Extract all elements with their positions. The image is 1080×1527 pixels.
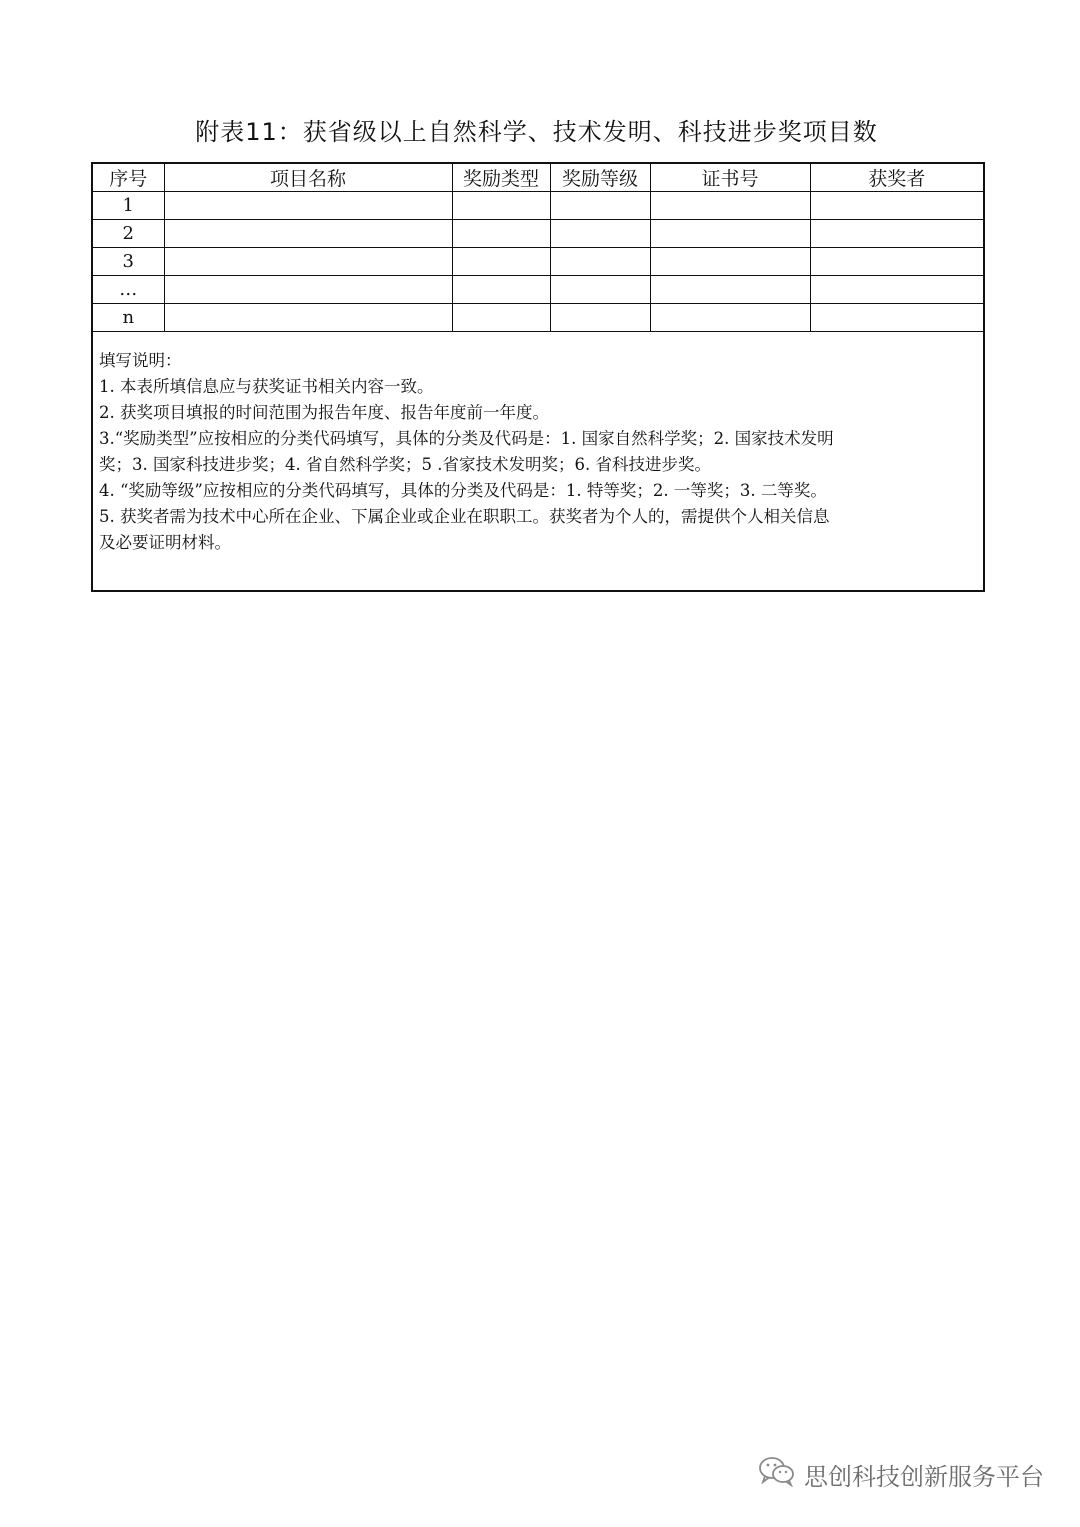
cell-certificate-no bbox=[650, 304, 810, 332]
notes-line: 5. 获奖者需为技术中心所在企业、下属企业或企业在职职工。获奖者为个人的，需提供个人相关信息 bbox=[99, 507, 830, 526]
cell-project-name bbox=[164, 248, 452, 276]
cell-award-type bbox=[452, 192, 550, 220]
header-project-name: 项目名称 bbox=[164, 163, 452, 192]
row-index: 1 bbox=[92, 192, 164, 220]
cell-award-type bbox=[452, 276, 550, 304]
row-index: 3 bbox=[92, 248, 164, 276]
cell-project-name bbox=[164, 276, 452, 304]
cell-winner bbox=[810, 304, 984, 332]
cell-winner bbox=[810, 220, 984, 248]
header-award-type: 奖励类型 bbox=[452, 163, 550, 192]
row-index: n bbox=[92, 304, 164, 332]
notes-line: 及必要证明材料。 bbox=[99, 533, 231, 552]
header-certificate-no: 证书号 bbox=[650, 163, 810, 192]
table-header-row bbox=[92, 163, 984, 192]
notes-row bbox=[92, 332, 984, 592]
table-row bbox=[92, 276, 984, 304]
table-row bbox=[92, 304, 984, 332]
header-award-level: 奖励等级 bbox=[550, 163, 650, 192]
wechat-icon bbox=[758, 1455, 796, 1493]
cell-certificate-no bbox=[650, 248, 810, 276]
cell-certificate-no bbox=[650, 220, 810, 248]
notes-line: 1. 本表所填信息应与获奖证书相关内容一致。 bbox=[99, 377, 434, 396]
header-winner: 获奖者 bbox=[810, 163, 984, 192]
table-row bbox=[92, 248, 984, 276]
header-index: 序号 bbox=[92, 163, 164, 192]
cell-project-name bbox=[164, 304, 452, 332]
page-title: 附表11：获省级以上自然科学、技术发明、科技进步奖项目数 bbox=[195, 118, 878, 146]
filling-instructions bbox=[92, 332, 984, 592]
watermark bbox=[758, 1454, 1044, 1494]
cell-winner bbox=[810, 248, 984, 276]
cell-award-level bbox=[550, 192, 650, 220]
notes-heading: 填写说明： bbox=[99, 351, 182, 370]
notes-line: 3.“奖励类型”应按相应的分类代码填写，具体的分类及代码是：1. 国家自然科学奖；2. 国家技术发明 bbox=[99, 429, 834, 448]
watermark-text: 思创科技创新服务平台 bbox=[804, 1462, 1044, 1491]
cell-certificate-no bbox=[650, 276, 810, 304]
cell-award-type bbox=[452, 304, 550, 332]
table-row bbox=[92, 192, 984, 220]
notes-line: 奖；3. 国家科技进步奖；4. 省自然科学奖；5 .省家技术发明奖；6. 省科技进步奖。 bbox=[99, 455, 711, 474]
row-index: … bbox=[92, 276, 164, 304]
cell-award-level bbox=[550, 220, 650, 248]
cell-project-name bbox=[164, 192, 452, 220]
table-row bbox=[92, 220, 984, 248]
cell-winner bbox=[810, 276, 984, 304]
cell-award-level bbox=[550, 304, 650, 332]
cell-award-type bbox=[452, 220, 550, 248]
notes-line: 2. 获奖项目填报的时间范围为报告年度、报告年度前一年度。 bbox=[99, 403, 549, 422]
cell-project-name bbox=[164, 220, 452, 248]
row-index: 2 bbox=[92, 220, 164, 248]
awards-table bbox=[91, 162, 985, 592]
notes-line: 4. “奖励等级”应按相应的分类代码填写，具体的分类及代码是：1. 特等奖；2. 一等奖；3. 二等奖。 bbox=[99, 481, 827, 500]
cell-winner bbox=[810, 192, 984, 220]
cell-award-level bbox=[550, 248, 650, 276]
cell-award-level bbox=[550, 276, 650, 304]
cell-award-type bbox=[452, 248, 550, 276]
cell-certificate-no bbox=[650, 192, 810, 220]
